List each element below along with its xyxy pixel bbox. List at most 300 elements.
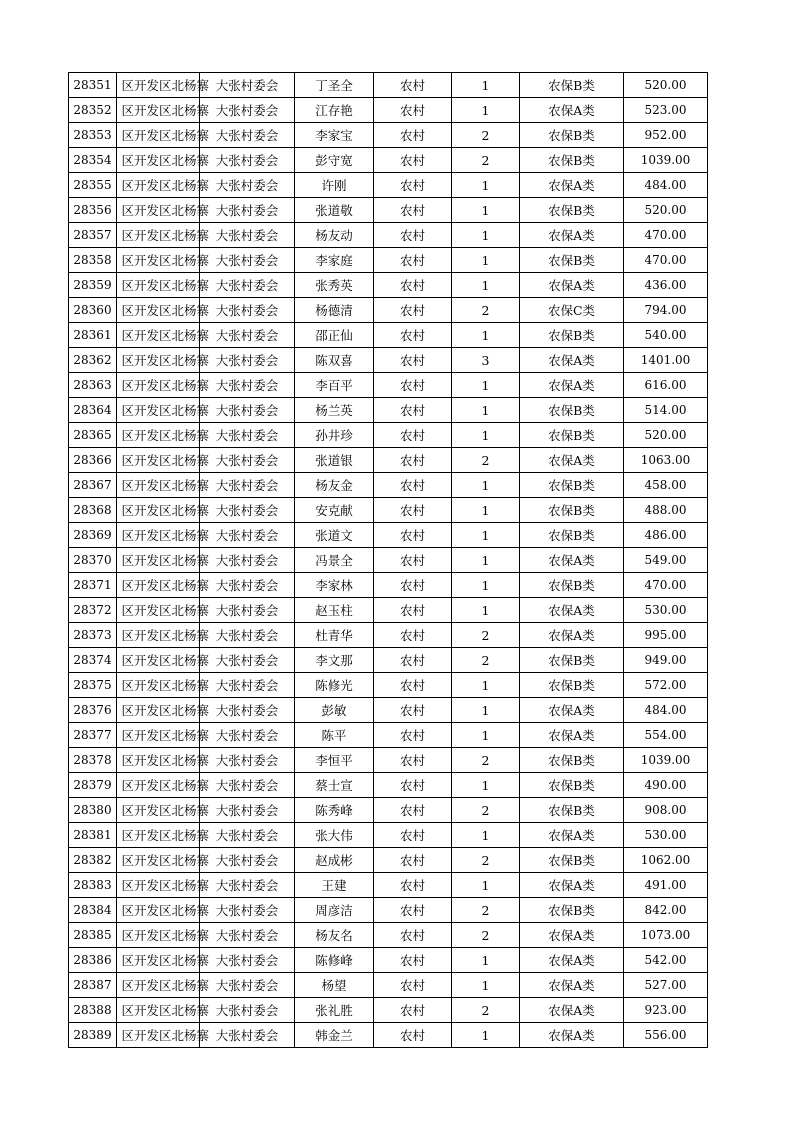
person-name-cell: 张道敬	[295, 198, 374, 223]
residence-type-cell: 农村	[374, 648, 452, 673]
table-row	[69, 748, 708, 773]
residence-type-cell: 农村	[374, 523, 452, 548]
residence-type-cell: 农村	[374, 173, 452, 198]
district-cell	[117, 348, 209, 373]
village-committee-cell: 大张村委会	[200, 298, 295, 323]
household-count-cell: 2	[452, 648, 520, 673]
insurance-category-cell: 农保A类	[520, 623, 624, 648]
insurance-category-cell: 农保A类	[520, 273, 624, 298]
amount-cell: 1039.00	[624, 148, 708, 173]
record-id-cell: 28385	[69, 923, 117, 948]
residence-type-cell: 农村	[374, 273, 452, 298]
village-committee-cell: 大张村委会	[200, 98, 295, 123]
person-name-cell: 张道银	[295, 448, 374, 473]
insurance-category-cell: 农保B类	[520, 498, 624, 523]
amount-cell: 952.00	[624, 123, 708, 148]
record-id-cell: 28388	[69, 998, 117, 1023]
district-cell	[117, 823, 209, 848]
person-name-cell: 杨友名	[295, 923, 374, 948]
amount-cell: 556.00	[624, 1023, 708, 1048]
residence-type-cell: 农村	[374, 473, 452, 498]
district-text: 区开发区北杨寨	[121, 778, 209, 793]
district-text: 区开发区北杨寨	[121, 678, 209, 693]
household-count-cell: 1	[452, 698, 520, 723]
table-row	[69, 1023, 708, 1048]
district-cell	[117, 1023, 209, 1048]
amount-cell: 491.00	[624, 873, 708, 898]
district-cell	[117, 973, 209, 998]
village-committee-cell: 大张村委会	[200, 823, 295, 848]
record-id-cell: 28352	[69, 98, 117, 123]
household-count-cell: 2	[452, 148, 520, 173]
district-cell	[117, 698, 209, 723]
household-count-cell: 1	[452, 173, 520, 198]
district-text: 区开发区北杨寨	[121, 803, 209, 818]
amount-cell: 484.00	[624, 698, 708, 723]
district-text: 区开发区北杨寨	[121, 203, 209, 218]
household-count-cell: 1	[452, 598, 520, 623]
district-text: 区开发区北杨寨	[121, 253, 209, 268]
record-id-cell: 28355	[69, 173, 117, 198]
record-id-cell: 28356	[69, 198, 117, 223]
household-count-cell: 1	[452, 673, 520, 698]
table-row	[69, 73, 708, 98]
insurance-category-cell: 农保B类	[520, 648, 624, 673]
record-id-cell: 28373	[69, 623, 117, 648]
record-id-cell: 28360	[69, 298, 117, 323]
residence-type-cell: 农村	[374, 98, 452, 123]
amount-cell: 436.00	[624, 273, 708, 298]
residence-type-cell: 农村	[374, 223, 452, 248]
insurance-category-cell: 农保A类	[520, 973, 624, 998]
village-committee-cell: 大张村委会	[200, 198, 295, 223]
insurance-category-cell: 农保A类	[520, 548, 624, 573]
village-committee-cell: 大张村委会	[200, 773, 295, 798]
district-cell	[117, 373, 209, 398]
table-row	[69, 598, 708, 623]
village-committee-cell: 大张村委会	[200, 248, 295, 273]
table-row	[69, 123, 708, 148]
household-count-cell: 2	[452, 123, 520, 148]
insurance-category-cell: 农保A类	[520, 873, 624, 898]
record-id-cell: 28363	[69, 373, 117, 398]
amount-cell: 486.00	[624, 523, 708, 548]
household-count-cell: 1	[452, 773, 520, 798]
amount-cell: 842.00	[624, 898, 708, 923]
household-count-cell: 1	[452, 973, 520, 998]
household-count-cell: 2	[452, 798, 520, 823]
residence-type-cell: 农村	[374, 123, 452, 148]
village-committee-cell: 大张村委会	[200, 398, 295, 423]
village-committee-cell: 大张村委会	[200, 748, 295, 773]
village-committee-cell: 大张村委会	[200, 473, 295, 498]
record-id-cell: 28384	[69, 898, 117, 923]
residence-type-cell: 农村	[374, 698, 452, 723]
district-cell	[117, 123, 209, 148]
table-row	[69, 723, 708, 748]
residence-type-cell: 农村	[374, 998, 452, 1023]
record-id-cell: 28381	[69, 823, 117, 848]
residence-type-cell: 农村	[374, 873, 452, 898]
residence-type-cell: 农村	[374, 923, 452, 948]
insurance-category-cell: 农保A类	[520, 823, 624, 848]
amount-cell: 794.00	[624, 298, 708, 323]
table-row	[69, 273, 708, 298]
table-row	[69, 373, 708, 398]
record-id-cell: 28383	[69, 873, 117, 898]
village-committee-cell: 大张村委会	[200, 898, 295, 923]
amount-cell: 995.00	[624, 623, 708, 648]
household-count-cell: 2	[452, 998, 520, 1023]
district-text: 区开发区北杨寨	[121, 728, 209, 743]
person-name-cell: 冯景全	[295, 548, 374, 573]
insurance-category-cell: 农保B类	[520, 398, 624, 423]
amount-cell: 470.00	[624, 248, 708, 273]
district-cell	[117, 198, 209, 223]
table-row	[69, 673, 708, 698]
amount-cell: 949.00	[624, 648, 708, 673]
residence-type-cell: 农村	[374, 798, 452, 823]
record-id-cell: 28357	[69, 223, 117, 248]
amount-cell: 1073.00	[624, 923, 708, 948]
district-cell	[117, 473, 209, 498]
record-id-cell: 28376	[69, 698, 117, 723]
village-committee-cell: 大张村委会	[200, 123, 295, 148]
district-text: 区开发区北杨寨	[121, 653, 209, 668]
person-name-cell: 李百平	[295, 373, 374, 398]
district-cell	[117, 998, 209, 1023]
table-row	[69, 298, 708, 323]
record-id-cell: 28389	[69, 1023, 117, 1048]
insurance-category-cell: 农保B类	[520, 798, 624, 823]
residence-type-cell: 农村	[374, 298, 452, 323]
table-row	[69, 798, 708, 823]
record-id-cell: 28354	[69, 148, 117, 173]
insurance-category-cell: 农保B类	[520, 673, 624, 698]
district-cell	[117, 248, 209, 273]
household-count-cell: 2	[452, 748, 520, 773]
table-row	[69, 623, 708, 648]
person-name-cell: 杜青华	[295, 623, 374, 648]
record-id-cell: 28367	[69, 473, 117, 498]
insurance-category-cell: 农保A类	[520, 723, 624, 748]
person-name-cell: 邵正仙	[295, 323, 374, 348]
amount-cell: 488.00	[624, 498, 708, 523]
record-id-cell: 28366	[69, 448, 117, 473]
insurance-category-cell: 农保A类	[520, 1023, 624, 1048]
district-cell	[117, 798, 209, 823]
district-cell	[117, 923, 209, 948]
district-text: 区开发区北杨寨	[121, 278, 209, 293]
insurance-category-cell: 农保A类	[520, 173, 624, 198]
district-text: 区开发区北杨寨	[121, 1028, 209, 1043]
district-text: 区开发区北杨寨	[121, 153, 209, 168]
record-id-cell: 28362	[69, 348, 117, 373]
person-name-cell: 赵成彬	[295, 848, 374, 873]
amount-cell: 530.00	[624, 598, 708, 623]
household-count-cell: 1	[452, 423, 520, 448]
district-cell	[117, 598, 209, 623]
district-cell	[117, 948, 209, 973]
household-count-cell: 1	[452, 223, 520, 248]
insurance-category-cell: 农保A类	[520, 948, 624, 973]
amount-cell: 530.00	[624, 823, 708, 848]
insurance-category-cell: 农保B类	[520, 573, 624, 598]
residence-type-cell: 农村	[374, 673, 452, 698]
district-text: 区开发区北杨寨	[121, 353, 209, 368]
table-row	[69, 498, 708, 523]
record-id-cell: 28365	[69, 423, 117, 448]
household-count-cell: 2	[452, 448, 520, 473]
district-text: 区开发区北杨寨	[121, 178, 209, 193]
village-committee-cell: 大张村委会	[200, 348, 295, 373]
district-cell	[117, 273, 209, 298]
district-cell	[117, 73, 209, 98]
residence-type-cell: 农村	[374, 773, 452, 798]
table-row	[69, 473, 708, 498]
village-committee-cell: 大张村委会	[200, 223, 295, 248]
table-row	[69, 173, 708, 198]
village-committee-cell: 大张村委会	[200, 923, 295, 948]
amount-cell: 542.00	[624, 948, 708, 973]
person-name-cell: 陈修光	[295, 673, 374, 698]
table-row	[69, 423, 708, 448]
residence-type-cell: 农村	[374, 848, 452, 873]
record-id-cell: 28351	[69, 73, 117, 98]
amount-cell: 520.00	[624, 198, 708, 223]
village-committee-cell: 大张村委会	[200, 498, 295, 523]
district-cell	[117, 648, 209, 673]
person-name-cell: 周彦洁	[295, 898, 374, 923]
district-cell	[117, 98, 209, 123]
record-id-cell: 28368	[69, 498, 117, 523]
person-name-cell: 张道文	[295, 523, 374, 548]
amount-cell: 470.00	[624, 223, 708, 248]
household-count-cell: 2	[452, 298, 520, 323]
household-count-cell: 1	[452, 1023, 520, 1048]
district-cell	[117, 573, 209, 598]
record-id-cell: 28380	[69, 798, 117, 823]
table-row	[69, 348, 708, 373]
district-text: 区开发区北杨寨	[121, 953, 209, 968]
insurance-category-cell: 农保A类	[520, 698, 624, 723]
person-name-cell: 李恒平	[295, 748, 374, 773]
insurance-category-cell: 农保B类	[520, 198, 624, 223]
amount-cell: 554.00	[624, 723, 708, 748]
household-count-cell: 1	[452, 473, 520, 498]
household-count-cell: 2	[452, 623, 520, 648]
district-text: 区开发区北杨寨	[121, 378, 209, 393]
household-count-cell: 1	[452, 373, 520, 398]
district-cell	[117, 398, 209, 423]
residence-type-cell: 农村	[374, 623, 452, 648]
person-name-cell: 李家宝	[295, 123, 374, 148]
household-count-cell: 1	[452, 723, 520, 748]
district-text: 区开发区北杨寨	[121, 578, 209, 593]
district-text: 区开发区北杨寨	[121, 753, 209, 768]
table-row	[69, 948, 708, 973]
table-row	[69, 448, 708, 473]
district-cell	[117, 873, 209, 898]
district-text: 区开发区北杨寨	[121, 903, 209, 918]
district-text: 区开发区北杨寨	[121, 303, 209, 318]
amount-cell: 616.00	[624, 373, 708, 398]
insurance-category-cell: 农保C类	[520, 298, 624, 323]
person-name-cell: 杨友动	[295, 223, 374, 248]
household-count-cell: 1	[452, 523, 520, 548]
village-committee-cell: 大张村委会	[200, 848, 295, 873]
person-name-cell: 杨友金	[295, 473, 374, 498]
district-cell	[117, 523, 209, 548]
table-row	[69, 548, 708, 573]
amount-cell: 1063.00	[624, 448, 708, 473]
village-committee-cell: 大张村委会	[200, 598, 295, 623]
district-cell	[117, 223, 209, 248]
district-text: 区开发区北杨寨	[121, 553, 209, 568]
household-count-cell: 2	[452, 848, 520, 873]
person-name-cell: 陈秀峰	[295, 798, 374, 823]
record-id-cell: 28370	[69, 548, 117, 573]
residence-type-cell: 农村	[374, 348, 452, 373]
residence-type-cell: 农村	[374, 723, 452, 748]
amount-cell: 1039.00	[624, 748, 708, 773]
household-count-cell: 1	[452, 873, 520, 898]
village-committee-cell: 大张村委会	[200, 373, 295, 398]
village-committee-cell: 大张村委会	[200, 948, 295, 973]
residence-type-cell: 农村	[374, 198, 452, 223]
person-name-cell: 张秀英	[295, 273, 374, 298]
table-row	[69, 698, 708, 723]
household-count-cell: 2	[452, 923, 520, 948]
record-id-cell: 28371	[69, 573, 117, 598]
record-id-cell: 28372	[69, 598, 117, 623]
table-row	[69, 823, 708, 848]
table-row	[69, 323, 708, 348]
insurance-category-cell: 农保A类	[520, 448, 624, 473]
record-id-cell: 28353	[69, 123, 117, 148]
insurance-category-cell: 农保A类	[520, 998, 624, 1023]
district-cell	[117, 723, 209, 748]
district-cell	[117, 848, 209, 873]
record-id-cell: 28359	[69, 273, 117, 298]
residence-type-cell: 农村	[374, 948, 452, 973]
district-text: 区开发区北杨寨	[121, 228, 209, 243]
household-count-cell: 2	[452, 898, 520, 923]
district-cell	[117, 898, 209, 923]
household-count-cell: 1	[452, 248, 520, 273]
district-cell	[117, 548, 209, 573]
table-body	[69, 73, 708, 1048]
residence-type-cell: 农村	[374, 1023, 452, 1048]
district-cell	[117, 323, 209, 348]
amount-cell: 1062.00	[624, 848, 708, 873]
amount-cell: 923.00	[624, 998, 708, 1023]
household-count-cell: 1	[452, 198, 520, 223]
insurance-category-cell: 农保B类	[520, 323, 624, 348]
person-name-cell: 蔡士宣	[295, 773, 374, 798]
district-text: 区开发区北杨寨	[121, 328, 209, 343]
household-count-cell: 3	[452, 348, 520, 373]
district-text: 区开发区北杨寨	[121, 78, 209, 93]
district-cell	[117, 298, 209, 323]
village-committee-cell: 大张村委会	[200, 698, 295, 723]
insurance-category-cell: 农保B类	[520, 748, 624, 773]
amount-cell: 527.00	[624, 973, 708, 998]
village-committee-cell: 大张村委会	[200, 798, 295, 823]
record-id-cell: 28386	[69, 948, 117, 973]
village-committee-cell: 大张村委会	[200, 323, 295, 348]
residence-type-cell: 农村	[374, 598, 452, 623]
insurance-category-cell: 农保B类	[520, 73, 624, 98]
village-committee-cell: 大张村委会	[200, 998, 295, 1023]
data-table	[68, 72, 708, 1048]
record-id-cell: 28374	[69, 648, 117, 673]
residence-type-cell: 农村	[374, 823, 452, 848]
village-committee-cell: 大张村委会	[200, 723, 295, 748]
record-id-cell: 28387	[69, 973, 117, 998]
residence-type-cell: 农村	[374, 498, 452, 523]
person-name-cell: 王建	[295, 873, 374, 898]
district-text: 区开发区北杨寨	[121, 1003, 209, 1018]
residence-type-cell: 农村	[374, 898, 452, 923]
insurance-category-cell: 农保A类	[520, 348, 624, 373]
district-cell	[117, 773, 209, 798]
table-row	[69, 573, 708, 598]
person-name-cell: 杨兰英	[295, 398, 374, 423]
village-committee-cell: 大张村委会	[200, 1023, 295, 1048]
insurance-category-cell: 农保B类	[520, 473, 624, 498]
insurance-category-cell: 农保B类	[520, 123, 624, 148]
record-id-cell: 28378	[69, 748, 117, 773]
amount-cell: 484.00	[624, 173, 708, 198]
residence-type-cell: 农村	[374, 748, 452, 773]
residence-type-cell: 农村	[374, 73, 452, 98]
record-id-cell: 28361	[69, 323, 117, 348]
person-name-cell: 李文那	[295, 648, 374, 673]
district-text: 区开发区北杨寨	[121, 828, 209, 843]
household-count-cell: 1	[452, 273, 520, 298]
table-row	[69, 148, 708, 173]
person-name-cell: 韩金兰	[295, 1023, 374, 1048]
person-name-cell: 杨德清	[295, 298, 374, 323]
village-committee-cell: 大张村委会	[200, 273, 295, 298]
residence-type-cell: 农村	[374, 398, 452, 423]
table-row	[69, 873, 708, 898]
amount-cell: 514.00	[624, 398, 708, 423]
insurance-category-cell: 农保A类	[520, 923, 624, 948]
district-cell	[117, 173, 209, 198]
district-cell	[117, 423, 209, 448]
district-text: 区开发区北杨寨	[121, 453, 209, 468]
record-id-cell: 28375	[69, 673, 117, 698]
person-name-cell: 李家庭	[295, 248, 374, 273]
village-committee-cell: 大张村委会	[200, 673, 295, 698]
person-name-cell: 杨望	[295, 973, 374, 998]
amount-cell: 523.00	[624, 98, 708, 123]
amount-cell: 908.00	[624, 798, 708, 823]
village-committee-cell: 大张村委会	[200, 523, 295, 548]
household-count-cell: 1	[452, 398, 520, 423]
village-committee-cell: 大张村委会	[200, 573, 295, 598]
district-text: 区开发区北杨寨	[121, 928, 209, 943]
household-count-cell: 1	[452, 823, 520, 848]
insurance-category-cell: 农保B类	[520, 148, 624, 173]
village-committee-cell: 大张村委会	[200, 148, 295, 173]
residence-type-cell: 农村	[374, 573, 452, 598]
district-text: 区开发区北杨寨	[121, 878, 209, 893]
table-row	[69, 848, 708, 873]
district-text: 区开发区北杨寨	[121, 603, 209, 618]
